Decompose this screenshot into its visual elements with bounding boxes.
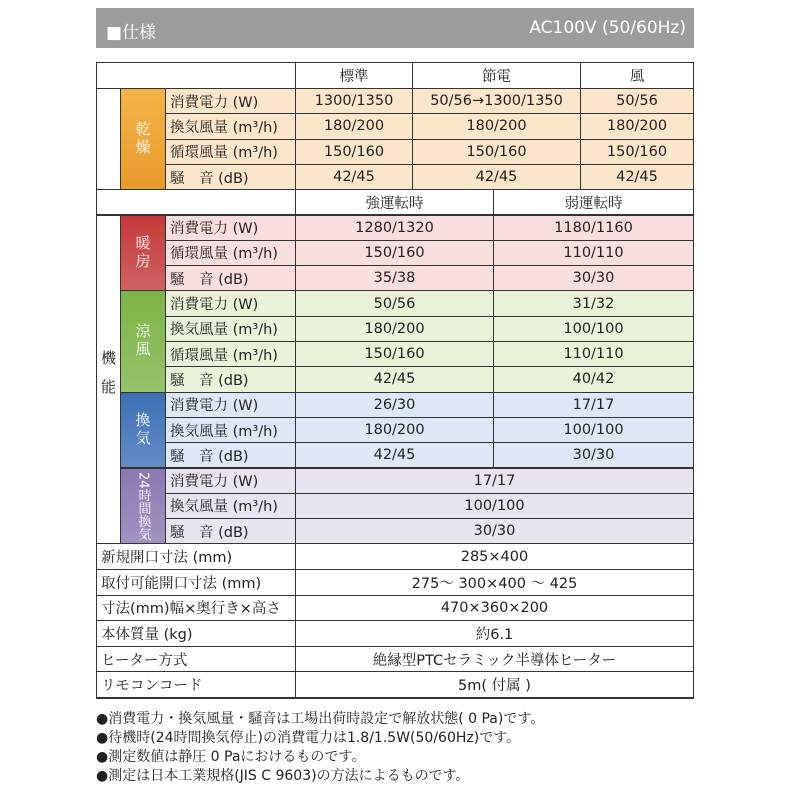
value-cell: 180/200 (580, 113, 694, 139)
value-cell: 30/30 (295, 518, 694, 544)
row-label: 消費電力 (W) (165, 392, 296, 418)
group-label: 換気 (120, 392, 166, 469)
value-cell: 150/160 (580, 139, 694, 165)
value-cell: 100/100 (493, 316, 694, 342)
value-cell: 110/110 (493, 341, 694, 367)
spec-header-bar (96, 8, 694, 48)
value-cell: 30/30 (493, 442, 694, 468)
value-cell: 31/32 (493, 290, 694, 316)
value-cell: 42/45 (295, 164, 413, 190)
row-label: 換気風量 (m³/h) (165, 113, 296, 139)
value-cell: 150/160 (412, 139, 581, 165)
value-cell: 1300/1350 (295, 88, 413, 114)
group-label: 24時間換気 (120, 468, 166, 545)
group-label: 涼風 (120, 290, 166, 392)
column-header: 標準 (295, 62, 413, 89)
power-spec: AC100V (50/60Hz) (529, 18, 686, 38)
value-cell: 26/30 (295, 392, 494, 418)
row-label: 消費電力 (W) (165, 290, 296, 316)
blank-cell (96, 189, 296, 215)
row-label: 消費電力 (W) (165, 88, 296, 114)
value-cell: 50/56 (295, 290, 494, 316)
value-cell: 42/45 (412, 164, 581, 190)
spec-value: 275～ 300×400 ～ 425 (295, 569, 694, 596)
spec-value: 絶縁型PTCセラミック半導体ヒーター (295, 646, 694, 673)
row-label: 循環風量 (m³/h) (165, 139, 296, 165)
value-cell: 180/200 (295, 113, 413, 139)
blank-corner (96, 62, 296, 89)
row-label: 騒 音 (dB) (165, 366, 296, 392)
note: ●待機時(24時間換気停止)の消費電力は1.8/1.5W(50/60Hz)です。 (96, 730, 521, 746)
spec-value: 約6.1 (295, 620, 694, 647)
value-cell: 150/160 (295, 240, 494, 266)
row-label: 騒 音 (dB) (165, 164, 296, 190)
value-cell: 100/100 (493, 417, 694, 443)
spec-label: 新規開口寸法 (mm) (96, 543, 296, 570)
value-cell: 1280/1320 (295, 215, 494, 241)
value-cell: 17/17 (493, 392, 694, 418)
row-label: 循環風量 (m³/h) (165, 341, 296, 367)
note: ●測定数値は静圧 0 Paにおけるものです。 (96, 749, 366, 765)
value-cell: 1180/1160 (493, 215, 694, 241)
row-label: 騒 音 (dB) (165, 265, 296, 291)
spec-label: 取付可能開口寸法 (mm) (96, 569, 296, 596)
column-header: 節電 (412, 62, 581, 89)
row-label: 消費電力 (W) (165, 468, 296, 494)
value-cell: 17/17 (295, 468, 694, 494)
value-cell: 42/45 (295, 366, 494, 392)
value-cell: 180/200 (412, 113, 581, 139)
row-label: 換気風量 (m³/h) (165, 493, 296, 519)
value-cell: 180/200 (295, 316, 494, 342)
spec-label: ヒーター方式 (96, 646, 296, 673)
mode-header: 弱運転時 (493, 189, 694, 215)
function-label: 機能 (96, 215, 121, 545)
note: ●測定は日本工業規格(JIS C 9603)の方法によるものです。 (96, 768, 470, 784)
value-cell: 180/200 (295, 417, 494, 443)
group-label-drying: 乾燥 (120, 88, 166, 190)
value-cell: 42/45 (295, 442, 494, 468)
spec-label: 本体質量 (kg) (96, 620, 296, 647)
row-label: 換気風量 (m³/h) (165, 417, 296, 443)
value-cell: 40/42 (493, 366, 694, 392)
value-cell: 150/160 (295, 139, 413, 165)
value-cell: 50/56 (580, 88, 694, 114)
value-cell: 42/45 (580, 164, 694, 190)
note: ●消費電力・換気風量・騒音は工場出荷時設定で解放状態( 0 Pa)です。 (96, 711, 545, 727)
row-label: 消費電力 (W) (165, 215, 296, 241)
column-header: 風 (580, 62, 694, 89)
group-label: 暖房 (120, 215, 166, 292)
spec-value: 5m( 付属 ) (295, 671, 694, 698)
spec-value: 470×360×200 (295, 595, 694, 622)
mode-header: 強運転時 (295, 189, 494, 215)
value-cell: 100/100 (295, 493, 694, 519)
row-label: 騒 音 (dB) (165, 518, 296, 544)
value-cell: 110/110 (493, 240, 694, 266)
row-label: 換気風量 (m³/h) (165, 316, 296, 342)
spec-title: ■仕様 (106, 23, 157, 43)
row-label: 騒 音 (dB) (165, 442, 296, 468)
spec-value: 285×400 (295, 543, 694, 570)
value-cell: 150/160 (295, 341, 494, 367)
value-cell: 50/56→1300/1350 (412, 88, 581, 114)
value-cell: 30/30 (493, 265, 694, 291)
spec-label: 寸法(mm)幅×奥行き×高さ (96, 595, 296, 622)
spec-label: リモコンコード (96, 671, 296, 698)
value-cell: 35/38 (295, 265, 494, 291)
row-label: 循環風量 (m³/h) (165, 240, 296, 266)
